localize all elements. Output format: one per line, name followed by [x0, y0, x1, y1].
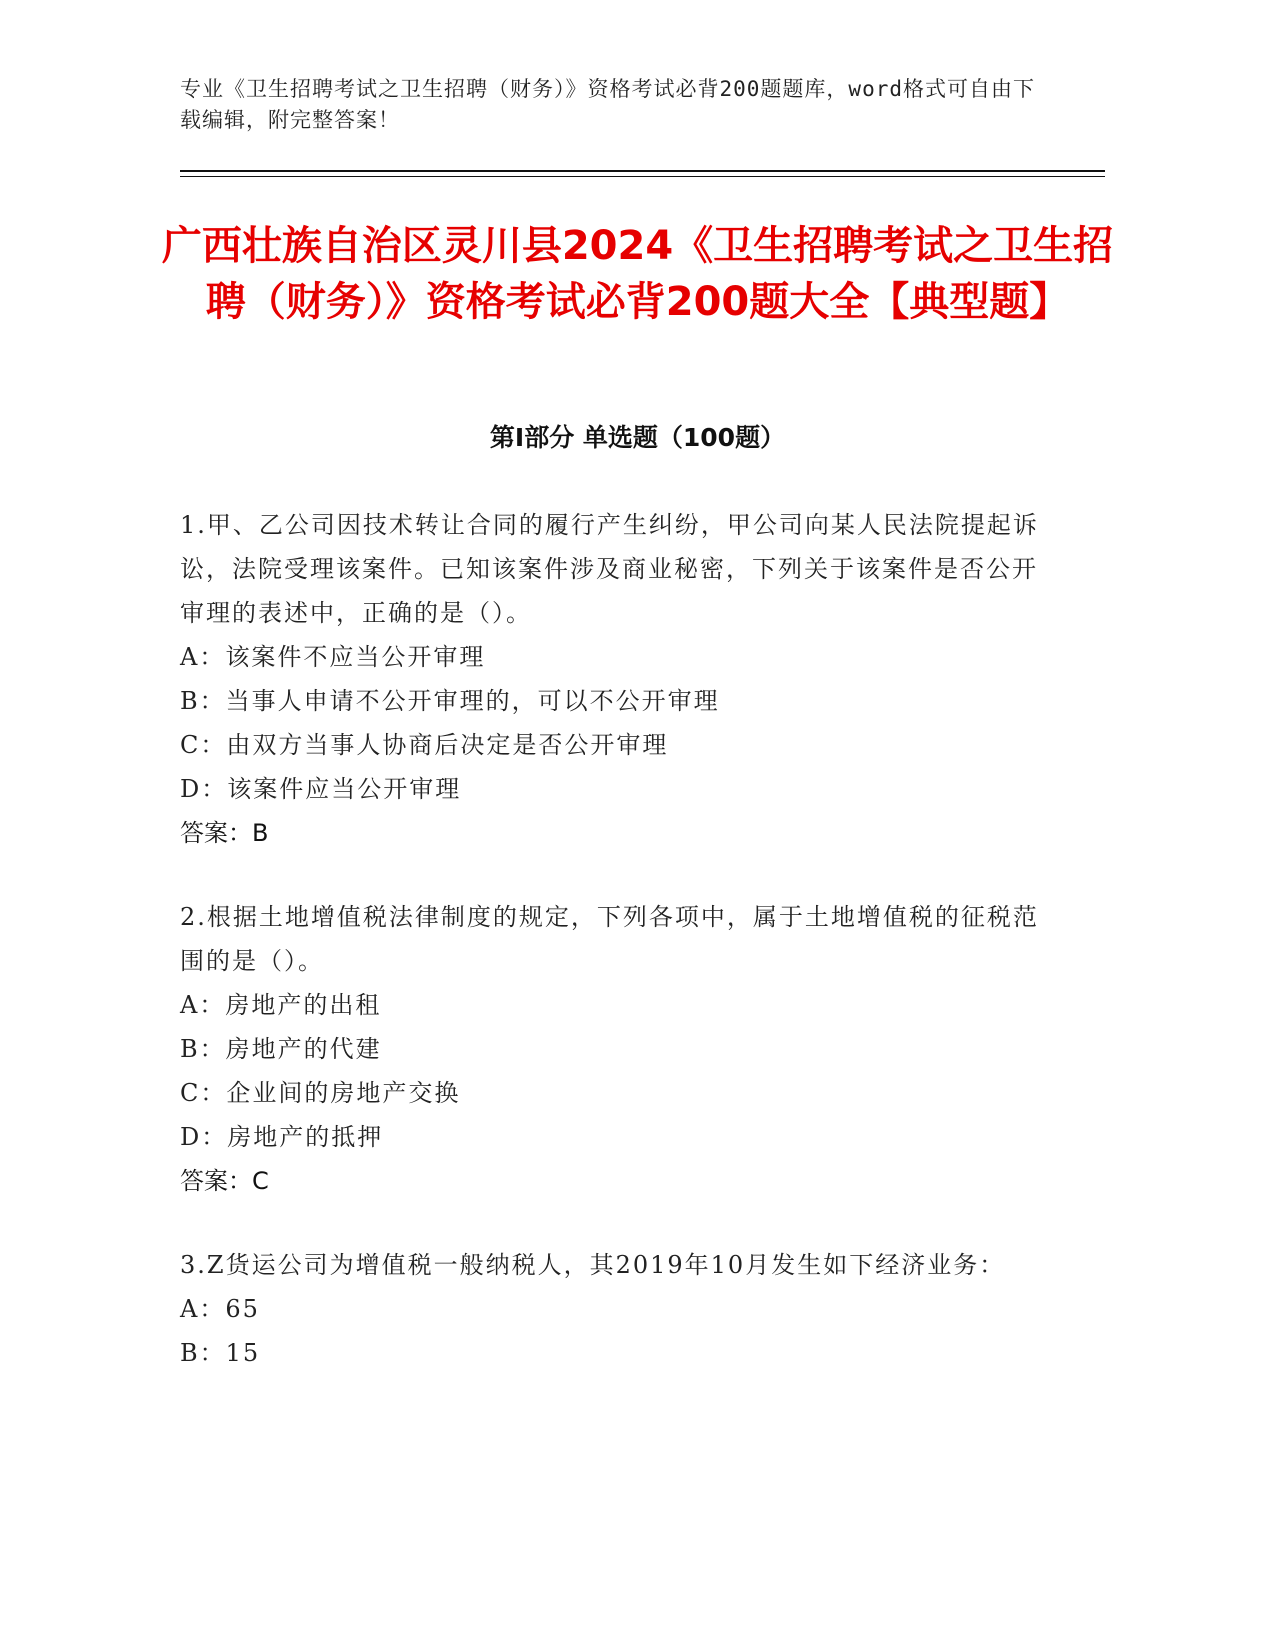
- question-text: 1.甲、乙公司因技术转让合同的履行产生纠纷，甲公司向某人民法院提起诉讼，法院受理该案件。已知该案件涉及商业秘密，下列关于该案件是否公开审理的表述中，正确的是（）。: [180, 511, 1039, 627]
- header-divider: [180, 170, 1105, 172]
- question-text: 3.Z货运公司为增值税一般纳税人，其2019年10月发生如下经济业务：: [180, 1251, 1006, 1279]
- option-d: D：该案件应当公开审理: [180, 775, 462, 803]
- header-note: 专业《卫生招聘考试之卫生招聘（财务）》资格考试必背200题题库，word格式可自由下载编辑，附完整答案！: [180, 77, 1035, 132]
- option-c: C：企业间的房地产交换: [180, 1079, 461, 1107]
- option-c: C：由双方当事人协商后决定是否公开审理: [180, 731, 669, 759]
- option-a: A：65: [180, 1295, 260, 1323]
- header-divider-thin: [180, 176, 1105, 177]
- option-d: D：房地产的抵押: [180, 1123, 384, 1151]
- question-text: 2.根据土地增值税法律制度的规定，下列各项中，属于土地增值税的征税范围的是（）。: [180, 903, 1039, 975]
- option-a: A：房地产的出租: [180, 991, 382, 1019]
- option-b: B：15: [180, 1339, 261, 1367]
- option-b: B：房地产的代建: [180, 1035, 382, 1063]
- option-a: A：该案件不应当公开审理: [180, 643, 486, 671]
- document-title: 广西壮族自治区灵川县2024《卫生招聘考试之卫生招聘（财务）》资格考试必背200题大全【典型题】: [161, 223, 1114, 325]
- question-2: [180, 895, 1050, 1203]
- answer: 答案：B: [180, 819, 269, 847]
- question-3: [180, 1243, 1050, 1375]
- question-1: [180, 503, 1050, 855]
- option-b: B：当事人申请不公开审理的，可以不公开审理: [180, 687, 720, 715]
- answer: 答案：C: [180, 1167, 269, 1195]
- section-title: 第I部分 单选题（100题）: [489, 423, 786, 452]
